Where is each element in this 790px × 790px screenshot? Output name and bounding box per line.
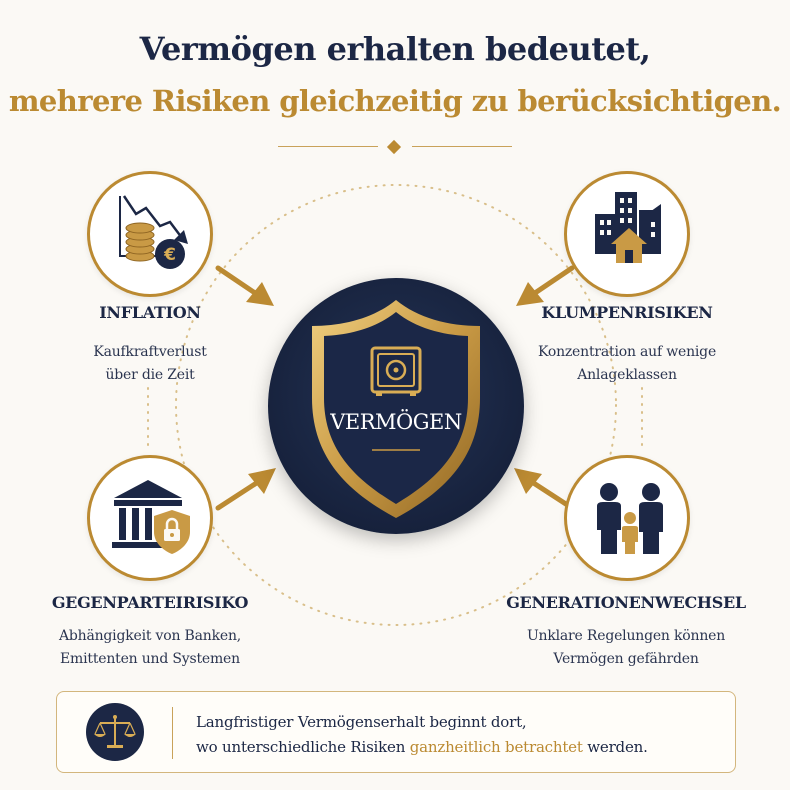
risk-title-klumpenrisiken: KLUMPENRISIKEN — [541, 303, 713, 322]
footer-text — [196, 710, 648, 760]
risk-desc-generationenwechsel-2: Vermögen gefährden — [553, 651, 699, 667]
risk-desc-klumpenrisiken-1: Konzentration auf wenige — [537, 344, 717, 360]
risk-desc-inflation-2: über die Zeit — [105, 367, 195, 383]
bank-lock-icon — [90, 458, 216, 584]
page-subtitle: mehrere Risiken gleichzeitig zu berücksichtigen. — [8, 84, 782, 118]
scales-icon — [86, 703, 144, 761]
risk-desc-gegenparteirisiko-1: Abhängigkeit von Banken, — [58, 628, 242, 644]
risk-desc-generationenwechsel-1: Unklare Regelungen können — [526, 628, 726, 644]
footer-line-1: Langfristiger Vermögenserhalt beginnt dort, — [196, 713, 527, 731]
footer-separator — [172, 707, 173, 759]
central-asset-emblem — [268, 278, 524, 534]
risk-desc-klumpenrisiken-2: Anlageklassen — [577, 367, 677, 383]
page-title: Vermögen erhalten bedeutet, — [139, 30, 651, 68]
arrow-top-left-icon — [218, 268, 274, 306]
svg-text:€: € — [164, 245, 176, 265]
klumpenrisiken-icon-circle — [564, 171, 690, 297]
risk-title-gegenparteirisiko: GEGENPARTEIRISIKO — [51, 593, 249, 612]
footer-icon-circle — [86, 703, 144, 761]
footer-line-2 — [196, 735, 648, 760]
shield-safe-icon — [268, 278, 524, 534]
gegenparteirisiko-icon-circle — [87, 455, 213, 581]
arrow-top-right-icon — [516, 268, 572, 306]
footer-line-2-suffix: werden. — [582, 738, 648, 756]
inflation-chart-coins-euro-icon — [90, 174, 216, 300]
footer-line-2-prefix: wo unterschiedliche Risiken — [196, 738, 410, 756]
risk-title-generationenwechsel: GENERATIONENWECHSEL — [506, 593, 746, 612]
buildings-house-icon — [567, 174, 693, 300]
center-label: VERMÖGEN — [330, 410, 462, 434]
risk-title-inflation: INFLATION — [99, 303, 201, 322]
risk-desc-inflation-1: Kaufkraftverlust — [93, 344, 207, 360]
generationenwechsel-icon-circle — [564, 455, 690, 581]
inflation-icon-circle — [87, 171, 213, 297]
risk-desc-gegenparteirisiko-2: Emittenten und Systemen — [60, 651, 240, 667]
footer-highlight: ganzheitlich betrachtet — [409, 738, 583, 756]
family-icon — [567, 458, 693, 584]
